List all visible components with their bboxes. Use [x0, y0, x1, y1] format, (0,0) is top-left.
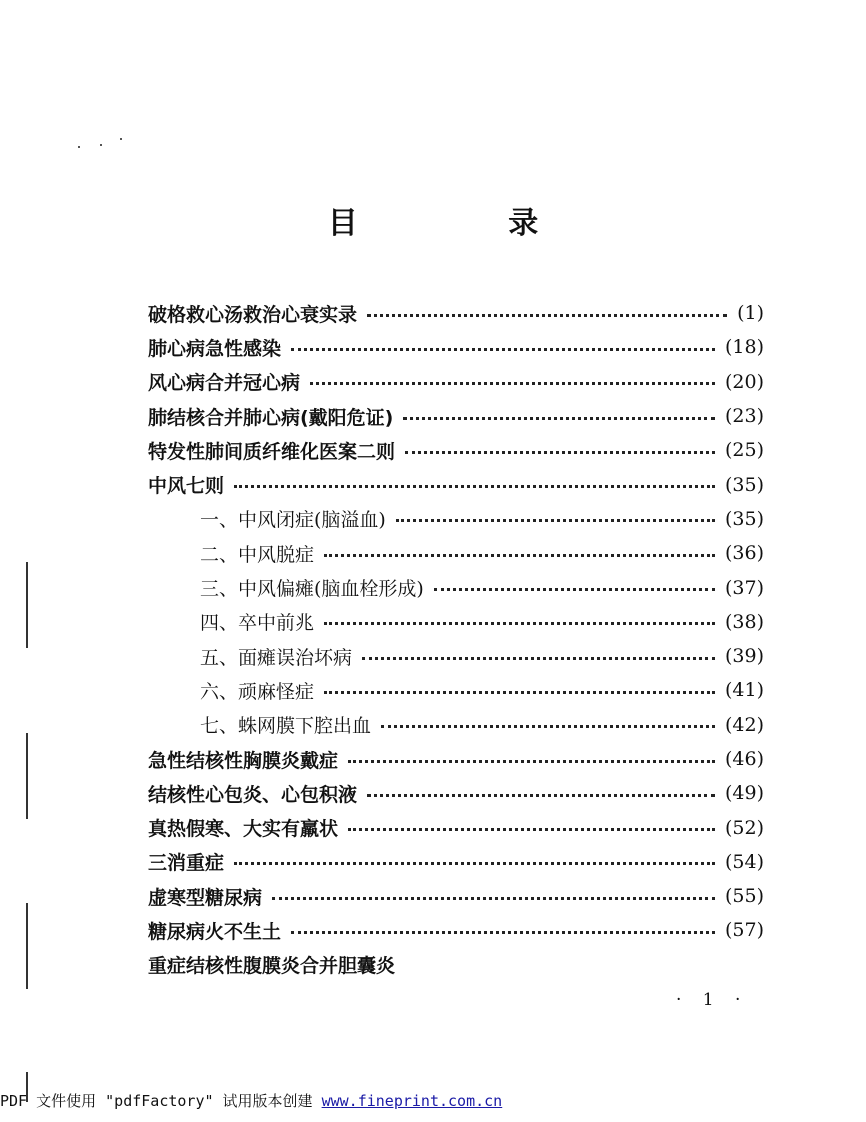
toc-dot-leader [348, 760, 715, 763]
table-of-contents [148, 296, 764, 982]
toc-entry-label: 三消重症 [148, 852, 225, 875]
page-number: · 1 · [676, 990, 749, 1010]
toc-dot-leader [367, 314, 727, 317]
toc-entry-page: (18) [724, 336, 764, 359]
toc-entry-label: 二、中风脱症 [200, 543, 315, 566]
toc-entry[interactable] [148, 879, 764, 913]
toc-entry-page: (35) [724, 473, 764, 496]
toc-dot-leader [324, 691, 715, 694]
toc-entry[interactable] [148, 570, 764, 604]
toc-entry-page: (35) [724, 507, 764, 530]
toc-entry-page: (41) [724, 679, 764, 702]
toc-entry-label: 肺心病急性感染 [148, 337, 282, 360]
toc-entry[interactable] [148, 467, 764, 501]
toc-entry-page: (1) [737, 302, 764, 325]
toc-entry[interactable] [148, 776, 764, 810]
toc-entry[interactable] [148, 536, 764, 570]
margin-line [26, 562, 28, 648]
toc-entry[interactable] [148, 845, 764, 879]
toc-entry-label: 一、中风闭症(脑溢血) [200, 509, 386, 532]
footer-text: PDF 文件使用 "pdfFactory" 试用版本创建 [0, 1092, 322, 1110]
toc-entry[interactable] [148, 948, 764, 982]
toc-entry-page: (23) [724, 405, 764, 428]
toc-entry-label: 破格救心汤救治心衰实录 [148, 303, 358, 326]
toc-entry-page: (54) [724, 850, 764, 873]
toc-dot-leader [324, 622, 715, 625]
page-title: 目 录 [327, 206, 609, 241]
toc-entry-label: 中风七则 [148, 475, 225, 498]
toc-entry-label: 特发性肺间质纤维化医案二则 [148, 440, 396, 463]
toc-dot-leader [234, 485, 715, 488]
toc-entry-label: 虚寒型糖尿病 [148, 886, 263, 909]
toc-entry-page: (57) [724, 919, 764, 942]
toc-entry-label: 七、蛛网膜下腔出血 [200, 715, 372, 738]
toc-dot-leader [348, 828, 715, 831]
toc-entry-label: 肺结核合并肺心病(戴阳危证) [148, 406, 394, 429]
toc-entry-page: (46) [724, 748, 764, 770]
toc-entry-page: (20) [724, 370, 764, 393]
toc-entry-label: 结核性心包炎、心包积液 [148, 783, 358, 806]
toc-dot-leader [367, 794, 715, 797]
margin-line [26, 903, 28, 989]
toc-dot-leader [403, 417, 715, 420]
toc-entry-page: (25) [724, 439, 764, 462]
toc-entry-page: (38) [724, 610, 764, 633]
toc-entry[interactable] [148, 673, 764, 707]
toc-entry[interactable] [148, 639, 764, 673]
toc-entry-label: 糖尿病火不生土 [148, 920, 282, 943]
toc-entry[interactable] [148, 296, 764, 330]
toc-entry-page: (55) [724, 885, 764, 908]
toc-entry-label: 急性结核性胸膜炎戴症 [148, 749, 339, 772]
scan-specks [78, 136, 138, 156]
toc-dot-leader [396, 519, 715, 522]
toc-dot-leader [291, 931, 715, 934]
toc-dot-leader [272, 897, 715, 900]
toc-dot-leader [362, 657, 715, 660]
toc-dot-leader [381, 725, 715, 728]
toc-dot-leader [310, 382, 715, 385]
toc-dot-leader [434, 588, 715, 591]
toc-entry-label: 五、面瘫误治坏病 [200, 646, 353, 669]
toc-dot-leader [405, 451, 715, 454]
toc-entry[interactable] [148, 913, 764, 947]
toc-entry-page: (39) [724, 645, 764, 668]
toc-entry[interactable] [148, 433, 764, 467]
toc-dot-leader [234, 862, 715, 865]
footer [0, 1090, 502, 1111]
toc-entry[interactable] [148, 605, 764, 639]
toc-entry[interactable] [148, 365, 764, 399]
toc-dot-leader [291, 348, 715, 351]
toc-entry-page: (42) [724, 713, 764, 736]
toc-dot-leader [324, 554, 715, 557]
toc-entry-label: 风心病合并冠心病 [148, 372, 301, 395]
toc-entry-label: 真热假寒、大实有羸状 [148, 818, 339, 841]
margin-line [26, 733, 28, 819]
toc-entry-page: (49) [724, 782, 764, 805]
toc-entry-label: 六、顽麻怪症 [200, 680, 315, 703]
toc-entry-page: (37) [724, 576, 764, 599]
toc-entry[interactable] [148, 708, 764, 742]
toc-entry[interactable] [148, 742, 764, 776]
toc-entry-label: 四、卒中前兆 [200, 612, 315, 635]
toc-entry[interactable] [148, 399, 764, 433]
toc-entry[interactable] [148, 330, 764, 364]
toc-entry[interactable] [148, 810, 764, 844]
toc-entry[interactable] [148, 502, 764, 536]
toc-entry-page: (36) [724, 542, 764, 565]
toc-entry-label: 重症结核性腹膜炎合并胆囊炎 [148, 955, 396, 978]
footer-link[interactable]: www.fineprint.com.cn [321, 1092, 503, 1110]
toc-entry-page: (52) [724, 816, 764, 839]
toc-entry-label: 三、中风偏瘫(脑血栓形成) [200, 578, 424, 601]
